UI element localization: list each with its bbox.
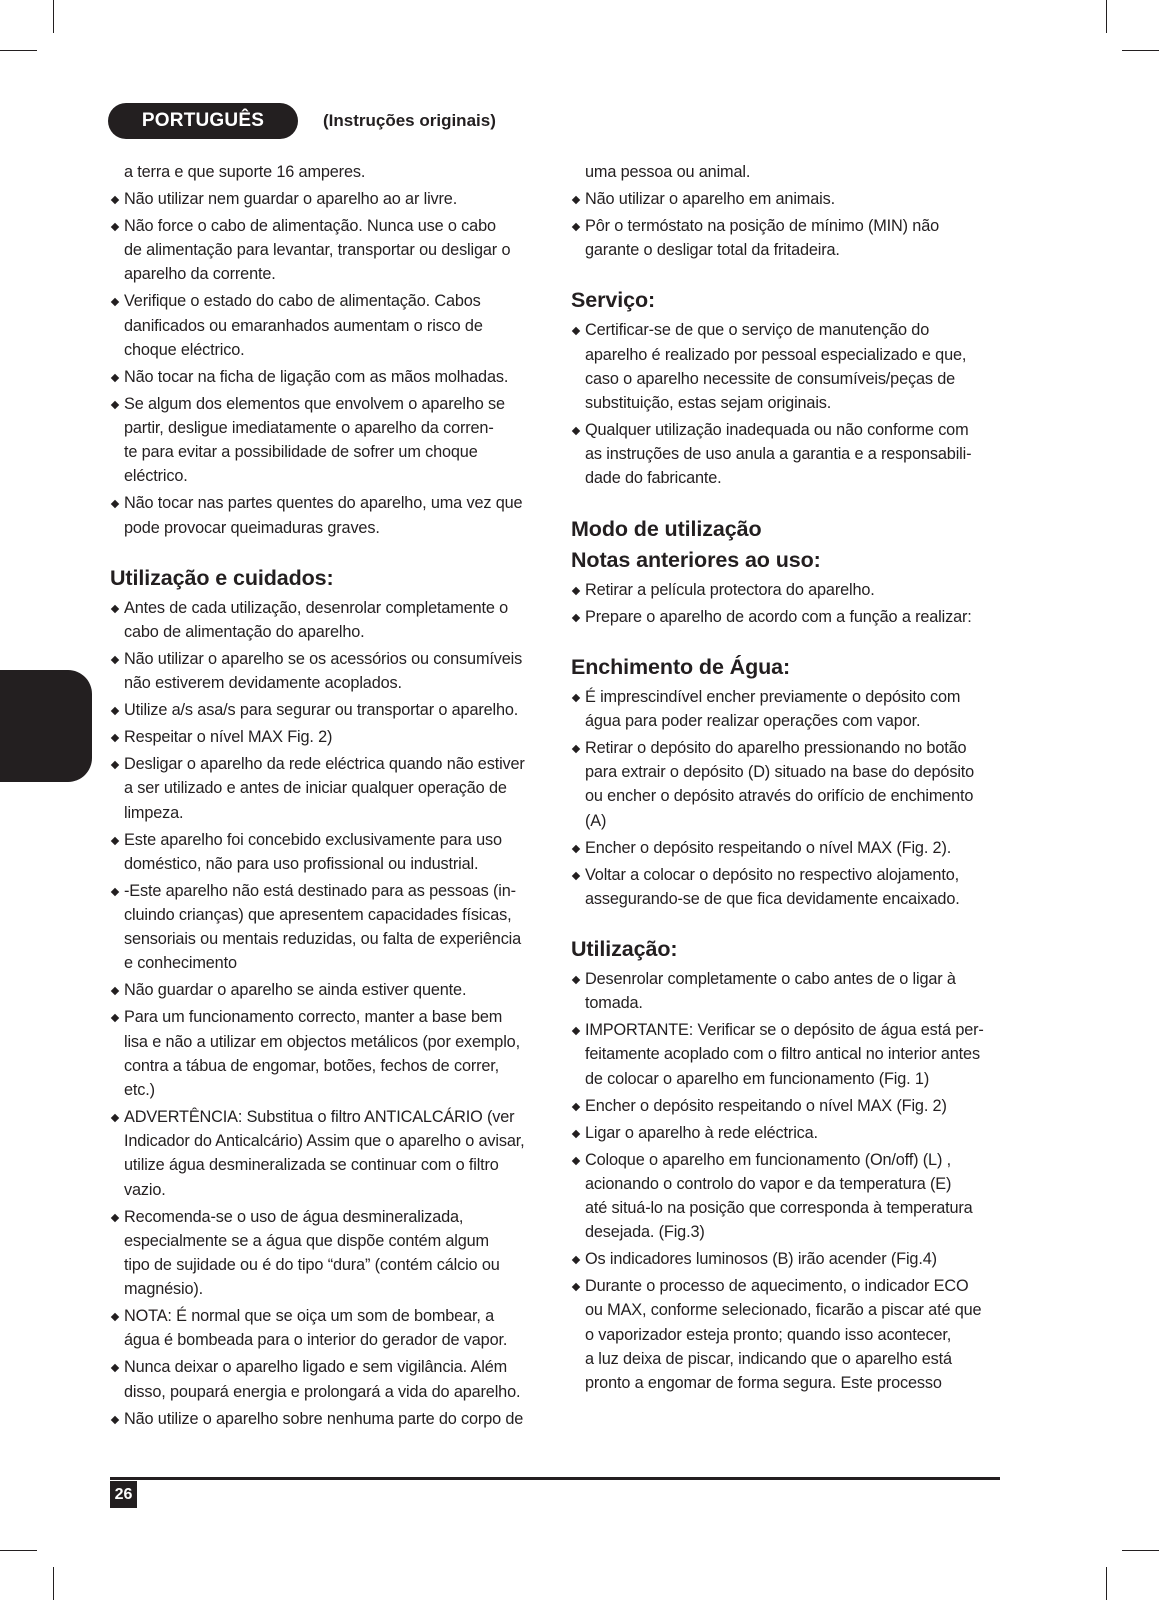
section-heading: Serviço: xyxy=(571,288,656,313)
bullet-diamond-icon xyxy=(111,888,119,896)
text-line: Se algum dos elementos que envolvem o aparelho se xyxy=(124,394,505,413)
bullet-item xyxy=(110,1205,540,1302)
bullet-diamond-icon xyxy=(572,1256,580,1264)
bullet-item xyxy=(110,978,540,1002)
bullet-item xyxy=(110,752,540,825)
bullet-diamond-icon xyxy=(572,1027,580,1035)
text-line: feitamente acoplado com o filtro antical no interior antes xyxy=(585,1045,980,1064)
bullet-item xyxy=(571,1247,1001,1271)
left-column xyxy=(110,160,540,1434)
text-line: Utilize a/s asa/s para segurar ou transportar o aparelho. xyxy=(124,701,519,720)
text-line: para extrair o depósito (D) situado na base do depósito xyxy=(585,763,975,782)
text-line: vazio. xyxy=(124,1180,166,1199)
text-line: Recomenda-se o uso de água desmineralizada, xyxy=(124,1207,464,1226)
text-line: uma pessoa ou animal. xyxy=(585,163,751,181)
text-line: Prepare o aparelho de acordo com a função a realizar: xyxy=(585,607,972,626)
text-line: Não tocar na ficha de ligação com as mãos molhadas. xyxy=(124,367,509,386)
bullet-item xyxy=(571,605,1001,629)
text-line: cabo de alimentação do aparelho. xyxy=(124,623,365,642)
bullet-diamond-icon xyxy=(572,871,580,879)
text-line: Não utilizar nem guardar o aparelho ao ar livre. xyxy=(124,190,458,208)
bullet-item xyxy=(110,1407,540,1431)
text-line: Verifique o estado do cabo de alimentação. Cabos xyxy=(124,292,481,311)
bullet-item xyxy=(110,491,540,539)
bullet-diamond-icon xyxy=(111,223,119,231)
bullet-item xyxy=(571,967,1001,1015)
text-line: te para evitar a possibilidade de sofrer um choque xyxy=(124,443,478,462)
bullet-item xyxy=(110,392,540,489)
bullet-diamond-icon xyxy=(111,656,119,664)
bullet-item xyxy=(571,418,1001,491)
text-line: disso, poupará energia e prolongará a vida do aparelho. xyxy=(124,1382,521,1401)
text-line: até situá-lo na posição que corresponda à temperatura xyxy=(585,1199,973,1218)
page-subtitle: (Instruções originais) xyxy=(323,111,496,130)
bullet-item xyxy=(571,214,1001,262)
text-line: ADVERTÊNCIA: Substitua o filtro ANTICALCÁRIO (ver xyxy=(124,1108,515,1127)
bullet-item xyxy=(571,1148,1001,1245)
text-line: É imprescindível encher previamente o depósito com xyxy=(585,687,961,706)
text-line: Desligar o aparelho da rede eléctrica quando não estiver xyxy=(124,755,525,774)
bullet-diamond-icon xyxy=(572,694,580,702)
side-tab-marker xyxy=(0,670,92,782)
bullet-diamond-icon xyxy=(572,327,580,335)
text-line: água é bombeada para o interior do gerador de vapor. xyxy=(124,1331,508,1350)
text-line: tipo de sujidade ou é do tipo “dura” (contém cálcio ou xyxy=(124,1256,500,1275)
crop-mark xyxy=(0,1550,37,1551)
crop-mark xyxy=(53,1567,54,1600)
bullet-diamond-icon xyxy=(572,1156,580,1164)
text-line: Não utilizar o aparelho se os acessórios ou consumíveis xyxy=(124,650,523,669)
bullet-item xyxy=(110,214,540,287)
continued-text xyxy=(110,160,540,184)
text-line: lisa e não a utilizar em objectos metálicos (por exemplo, xyxy=(124,1032,520,1051)
text-line: contra a tábua de engomar, botões, fechos de correr, xyxy=(124,1056,500,1075)
bullet-item xyxy=(571,1094,1001,1118)
text-line: Encher o depósito respeitando o nível MAX (Fig. 2). xyxy=(585,838,952,857)
text-line: Não utilize o aparelho sobre nenhuma parte do corpo de xyxy=(124,1409,524,1428)
text-line: especialmente se a água que dispõe contém algum xyxy=(124,1231,489,1250)
text-line: pronto a engomar de forma segura. Este processo xyxy=(585,1374,942,1393)
bullet-diamond-icon xyxy=(572,223,580,231)
text-line: IMPORTANTE: Verificar se o depósito de água está per- xyxy=(585,1021,984,1040)
text-line: tomada. xyxy=(585,994,643,1013)
bullet-diamond-icon xyxy=(111,987,119,995)
crop-mark xyxy=(0,50,37,51)
text-line: dade do fabricante. xyxy=(585,469,722,488)
text-line: -Este aparelho não está destinado para as pessoas (in- xyxy=(124,881,516,900)
bullet-diamond-icon xyxy=(572,1283,580,1291)
text-line: utilize água desmineralizada se continuar com o filtro xyxy=(124,1156,499,1175)
bullet-diamond-icon xyxy=(111,605,119,613)
bullet-diamond-icon xyxy=(572,1129,580,1137)
bullet-item xyxy=(110,828,540,876)
bullet-diamond-icon xyxy=(572,976,580,984)
footer-rule xyxy=(110,1477,1000,1480)
bullet-diamond-icon xyxy=(111,836,119,844)
text-line: Não force o cabo de alimentação. Nunca use o cabo xyxy=(124,217,496,235)
text-line: Retirar a película protectora do aparelho. xyxy=(585,580,875,599)
bullet-diamond-icon xyxy=(111,761,119,769)
text-line: magnésio). xyxy=(124,1280,204,1299)
text-line: choque eléctrico. xyxy=(124,340,245,359)
crop-mark xyxy=(53,0,54,33)
bullet-diamond-icon xyxy=(111,1415,119,1423)
bullet-item xyxy=(571,318,1001,415)
text-line: aparelho da corrente. xyxy=(124,265,276,284)
bullet-item xyxy=(571,1121,1001,1145)
bullet-item xyxy=(110,725,540,749)
bullet-diamond-icon xyxy=(111,1364,119,1372)
text-line: Antes de cada utilização, desenrolar completamente o xyxy=(124,598,509,617)
bullet-item xyxy=(110,365,540,389)
bullet-diamond-icon xyxy=(572,1102,580,1110)
section-heading: Notas anteriores ao uso: xyxy=(571,547,821,572)
text-line: a ser utilizado e antes de iniciar qualquer operação de xyxy=(124,779,507,798)
bullet-item xyxy=(110,1105,540,1202)
crop-mark xyxy=(1106,0,1107,33)
text-line: doméstico, não para uso profissional ou industrial. xyxy=(124,854,479,873)
bullet-diamond-icon xyxy=(572,613,580,621)
text-line: Os indicadores luminosos (B) irão acender (Fig.4) xyxy=(585,1250,937,1269)
text-line: Nunca deixar o aparelho ligado e sem vigilância. Além xyxy=(124,1358,508,1377)
text-line: Indicador do Anticalcário) Assim que o aparelho o avisar, xyxy=(124,1132,525,1151)
bullet-diamond-icon xyxy=(572,586,580,594)
text-line: de colocar o aparelho em funcionamento (Fig. 1) xyxy=(585,1069,930,1088)
bullet-diamond-icon xyxy=(572,745,580,753)
bullet-item xyxy=(110,647,540,695)
text-line: ou encher o depósito através do orifício de enchimento xyxy=(585,787,974,806)
text-line: Qualquer utilização inadequada ou não conforme com xyxy=(585,421,969,440)
text-line: (A) xyxy=(585,811,607,830)
bullet-item xyxy=(110,596,540,644)
text-line: garante o desligar total da fritadeira. xyxy=(585,241,840,260)
text-line: de alimentação para levantar, transportar ou desligar o xyxy=(124,241,511,260)
text-line: Desenrolar completamente o cabo antes de o ligar à xyxy=(585,970,956,989)
page-number: 26 xyxy=(110,1481,137,1508)
text-line: Não tocar nas partes quentes do aparelho, uma vez que xyxy=(124,494,523,513)
bullet-item xyxy=(110,1304,540,1352)
language-label: PORTUGUÊS xyxy=(108,103,298,139)
bullet-diamond-icon xyxy=(572,427,580,435)
text-line: sensoriais ou mentais reduzidas, ou falta de experiência xyxy=(124,930,522,949)
section-heading: Utilização e cuidados: xyxy=(110,565,334,590)
text-line: Respeitar o nível MAX Fig. 2) xyxy=(124,728,333,747)
text-line: NOTA: É normal que se oiça um som de bombear, a xyxy=(124,1307,495,1326)
text-line: o vaporizador esteja pronto; quando isso acontecer, xyxy=(585,1325,952,1344)
text-line: aparelho é realizado por pessoal especializado e que, xyxy=(585,345,967,364)
continued-text xyxy=(571,160,1001,184)
text-line: as instruções de uso anula a garantia e a responsabili- xyxy=(585,445,972,464)
section-heading: Utilização: xyxy=(571,937,678,962)
text-line: a luz deixa de piscar, indicando que o aparelho está xyxy=(585,1349,952,1368)
bullet-item xyxy=(571,1274,1001,1395)
bullet-item xyxy=(571,187,1001,211)
text-line: Encher o depósito respeitando o nível MAX (Fig. 2) xyxy=(585,1096,947,1115)
bullet-diamond-icon xyxy=(111,1014,119,1022)
bullet-diamond-icon xyxy=(111,401,119,409)
bullet-item xyxy=(571,863,1001,911)
text-line: caso o aparelho necessite de consumíveis/peças de xyxy=(585,369,956,388)
bullet-item xyxy=(571,1018,1001,1091)
bullet-item xyxy=(110,879,540,976)
bullet-diamond-icon xyxy=(572,196,580,204)
bullet-diamond-icon xyxy=(111,196,119,204)
text-line: limpeza. xyxy=(124,803,184,822)
text-line: Ligar o aparelho à rede eléctrica. xyxy=(585,1123,818,1142)
text-line: cluindo crianças) que apresentem capacidades físicas, xyxy=(124,906,512,925)
bullet-diamond-icon xyxy=(111,1114,119,1122)
text-line: Certificar-se de que o serviço de manutenção do xyxy=(585,321,930,340)
text-line: substituição, estas sejam originais. xyxy=(585,394,832,413)
crop-mark xyxy=(1122,1550,1159,1551)
crop-mark xyxy=(1106,1567,1107,1600)
section-heading: Enchimento de Água: xyxy=(571,654,791,679)
bullet-item xyxy=(571,578,1001,602)
bullet-item xyxy=(110,1355,540,1403)
bullet-item xyxy=(110,289,540,362)
text-line: pode provocar queimaduras graves. xyxy=(124,518,380,537)
text-line: ou MAX, conforme selecionado, ficarão a piscar até que xyxy=(585,1301,982,1320)
text-line: Não utilizar o aparelho em animais. xyxy=(585,190,835,208)
bullet-item xyxy=(110,1005,540,1102)
text-line: não estiverem devidamente acoplados. xyxy=(124,674,402,693)
text-line: danificados ou emaranhados aumentam o risco de xyxy=(124,316,483,335)
bullet-diamond-icon xyxy=(111,1213,119,1221)
text-line: Não guardar o aparelho se ainda estiver quente. xyxy=(124,981,467,1000)
text-line: desejada. (Fig.3) xyxy=(585,1223,705,1242)
text-line: Para um funcionamento correcto, manter a base bem xyxy=(124,1008,503,1027)
text-line: a terra e que suporte 16 amperes. xyxy=(124,163,366,181)
text-line: Voltar a colocar o depósito no respectivo alojamento, xyxy=(585,865,959,884)
bullet-diamond-icon xyxy=(111,734,119,742)
text-line: assegurando-se de que fica devidamente encaixado. xyxy=(585,889,960,908)
bullet-diamond-icon xyxy=(111,707,119,715)
bullet-diamond-icon xyxy=(111,374,119,382)
bullet-item xyxy=(571,685,1001,733)
section-heading: Modo de utilização xyxy=(571,516,762,541)
text-line: partir, desligue imediatamente o aparelho da corren- xyxy=(124,419,494,438)
text-line: Durante o processo de aquecimento, o indicador ECO xyxy=(585,1277,969,1296)
crop-mark xyxy=(1122,50,1159,51)
text-line: Coloque o aparelho em funcionamento (On/off) (L) , xyxy=(585,1150,951,1169)
text-line: eléctrico. xyxy=(124,467,188,486)
bullet-item xyxy=(571,736,1001,833)
text-line: Retirar o depósito do aparelho pressionando no botão xyxy=(585,739,967,758)
right-column xyxy=(571,160,1001,1398)
bullet-diamond-icon xyxy=(572,844,580,852)
text-line: água para poder realizar operações com vapor. xyxy=(585,712,921,731)
bullet-diamond-icon xyxy=(111,298,119,306)
bullet-item xyxy=(110,187,540,211)
text-line: etc.) xyxy=(124,1081,155,1100)
bullet-diamond-icon xyxy=(111,1313,119,1321)
bullet-diamond-icon xyxy=(111,500,119,508)
bullet-item xyxy=(110,698,540,722)
text-line: acionando o controlo do vapor e da temperatura (E) xyxy=(585,1174,952,1193)
bullet-item xyxy=(571,836,1001,860)
text-line: Pôr o termóstato na posição de mínimo (MIN) não xyxy=(585,217,940,235)
text-line: e conhecimento xyxy=(124,954,237,973)
text-line: Este aparelho foi concebido exclusivamente para uso xyxy=(124,830,502,849)
